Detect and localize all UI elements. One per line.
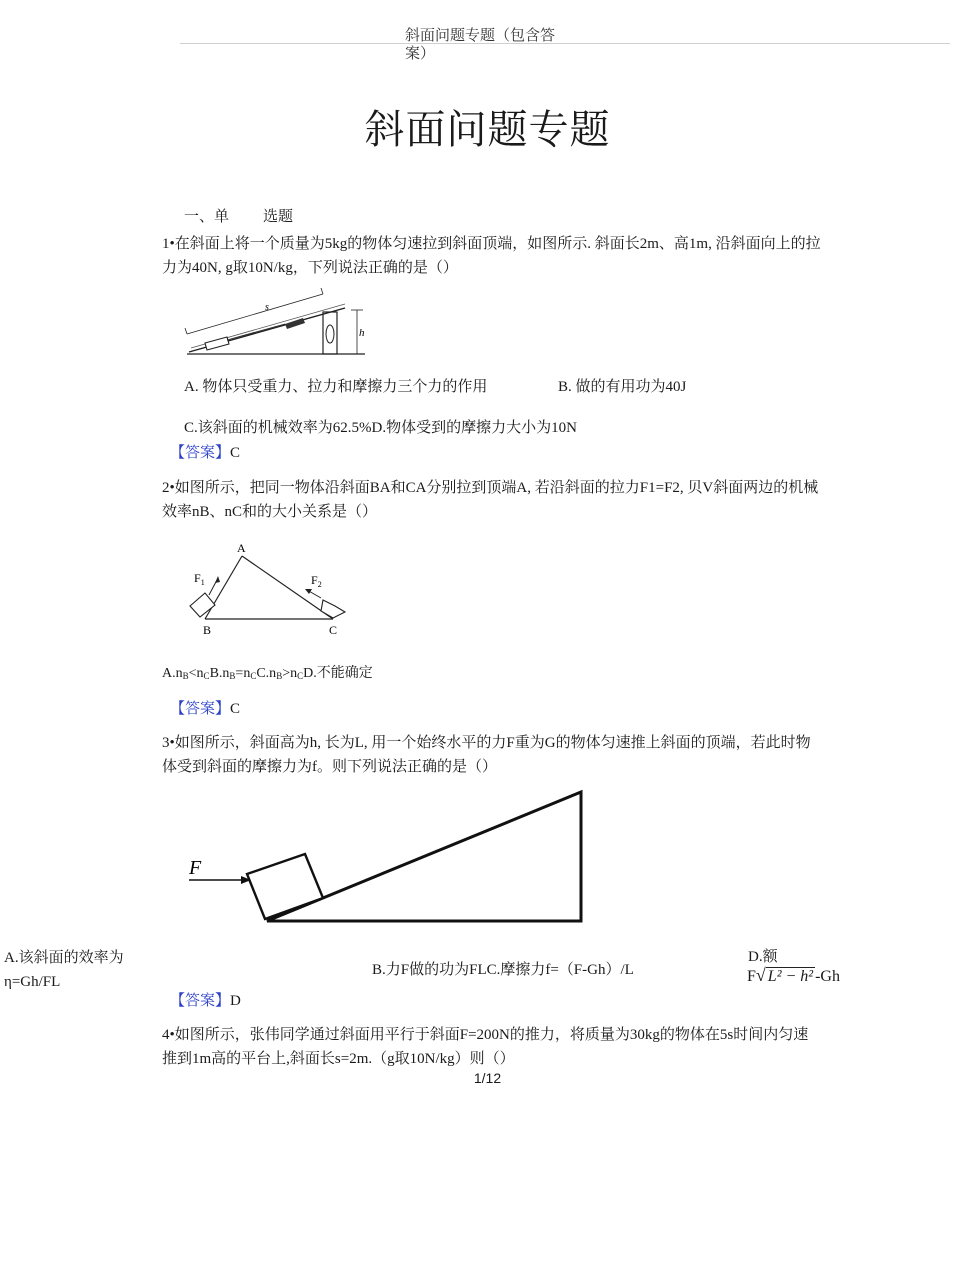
question-1-text: 1•在斜面上将一个质量为5kg的物体匀速拉到斜面顶端，如图所示. 斜面长2m、高1m, 沿斜面向上的拉力为40N, g取10N/kg，下列说法正确的是（） xyxy=(162,236,821,276)
answer-label: 【答案】 xyxy=(170,445,231,461)
s-dimension xyxy=(187,294,323,334)
section-heading-part1: 一、单 xyxy=(184,209,230,225)
block xyxy=(247,854,323,919)
answer-label: 【答案】 xyxy=(170,701,231,717)
question-1-option-cd: C.该斜面的机械效率为62.5%D.物体受到的摩擦力大小为10N xyxy=(184,420,577,436)
page-title: 斜面问题专题 xyxy=(364,107,611,152)
vertex-a-label: A xyxy=(237,541,246,555)
spring-scale xyxy=(285,318,305,329)
section-heading-part2: 选题 xyxy=(263,209,294,225)
question-3-option-bc: B.力F做的功为FLC.摩擦力f=（F-Gh）/L xyxy=(372,962,634,978)
question-2-options: $A.n_B<n_CB.n_B=n_CC.n_B>n_CD$.不能确定 xyxy=(162,666,373,681)
question-3-text: 3•如图所示，斜面高为h, 长为L, 用一个始终水平的力F重为G的物体匀速推上斜面的顶端，若此时物体受到斜面的摩擦力为f。则下列说法正确的是（） xyxy=(162,735,811,775)
block-b xyxy=(190,593,215,617)
block xyxy=(205,337,229,350)
question-2-answer xyxy=(170,697,240,718)
question-1-option-b: B. 做的有用功为40J xyxy=(558,379,687,395)
f1-label: $F_1$ xyxy=(194,571,205,587)
question-4-text: 4•如图所示，张伟同学通过斜面用平行于斜面F=200N的推力，将质量为30kg的物体在5s时间内匀速推到1m高的平台上,斜面长s=2m.（g取10N/kg）则（） xyxy=(162,1027,809,1067)
question-3-option-d-formula: F√ L² − h² -Gh xyxy=(747,965,840,985)
answer-value: C xyxy=(230,701,241,717)
rope xyxy=(227,324,285,340)
question-3-option-a: A.该斜面的效率为η=Gh/FL xyxy=(4,950,124,990)
slope-ba xyxy=(205,556,242,619)
question-3-option-d-head: D.额 xyxy=(748,949,778,965)
answer-value: C xyxy=(230,445,241,461)
running-header: 斜面问题专题（包含答案） xyxy=(405,28,556,62)
vertex-b-label: B xyxy=(203,623,212,637)
force-f-label: F xyxy=(189,857,202,879)
section-heading xyxy=(184,205,293,226)
question-1-option-a: A. 物体只受重力、拉力和摩擦力三个力的作用 xyxy=(184,379,488,395)
page-number: 1/12 xyxy=(473,1070,502,1086)
vertex-c-label: C xyxy=(329,623,338,637)
pulley-post xyxy=(323,312,337,354)
question-2-figure xyxy=(185,538,360,643)
question-3-figure xyxy=(185,788,590,928)
pulley-wheel xyxy=(326,325,334,343)
f2-label: $F_2$ xyxy=(311,573,322,589)
h-label: h xyxy=(359,327,365,339)
answer-label: 【答案】 xyxy=(170,993,231,1009)
question-1-figure xyxy=(185,288,375,360)
question-1-answer xyxy=(170,441,240,462)
question-2-text: 2•如图所示，把同一物体沿斜面BA和CA分别拉到顶端A, 若沿斜面的拉力F1=F2, 贝V斜面两边的机械效率nB、nC和的大小关系是（） xyxy=(162,480,819,520)
question-3-answer xyxy=(170,989,241,1010)
s-label: s xyxy=(265,302,269,313)
header-rule xyxy=(180,43,950,44)
block-c xyxy=(321,600,345,618)
answer-value: D xyxy=(230,993,241,1009)
